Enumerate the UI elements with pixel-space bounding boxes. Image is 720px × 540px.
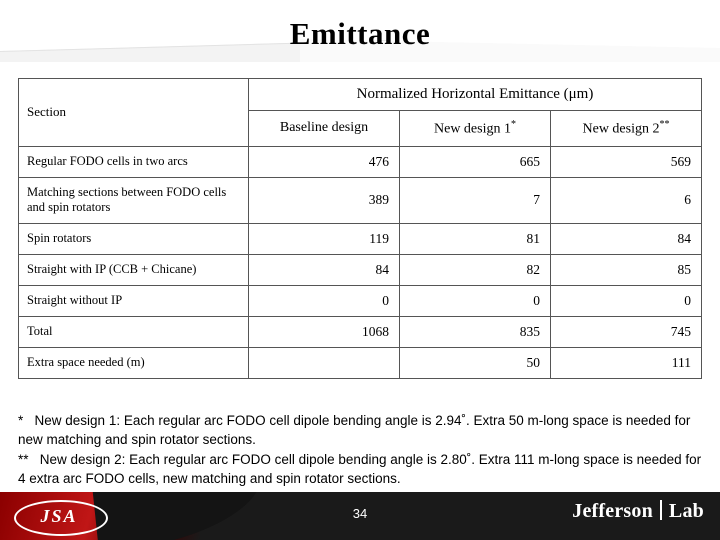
page-number: 34 [352,506,368,521]
table-row [19,316,702,347]
row-value-new1: 0 [400,285,551,316]
table-header-col-new1 [400,111,551,147]
col-new1-footnote-marker: * [511,119,516,130]
row-value-baseline: 476 [249,146,400,177]
row-value-baseline: 389 [249,177,400,223]
row-value-baseline: 0 [249,285,400,316]
row-label: Extra space needed (m) [19,347,249,378]
row-value-new2: 745 [551,316,702,347]
col-new1-label: New design 1 [434,121,511,137]
col-baseline-label: Baseline design [279,120,369,136]
row-label: Matching sections between FODO cells and spin rotators [19,177,249,223]
footnote-2-marker: ** [18,452,29,468]
emittance-table [18,78,702,379]
table-row [19,347,702,378]
table-header-col-new2 [551,111,702,147]
row-value-new2: 0 [551,285,702,316]
table-header-row-top [19,79,702,111]
row-label: Straight without IP [19,285,249,316]
jefferson-lab-logo [572,500,704,523]
row-label: Total [19,316,249,347]
jsa-logo: JSA [40,506,78,526]
row-value-new2: 6 [551,177,702,223]
footnote-1 [18,412,708,449]
slide-footer [0,492,720,540]
emittance-table-container [18,78,702,379]
row-value-baseline: 84 [249,254,400,285]
col-new2-label: New design 2 [582,121,660,137]
col-new2-footnote-marker: ** [659,119,670,130]
row-label: Regular FODO cells in two arcs [19,146,249,177]
row-value-new1: 835 [400,316,551,347]
footnote-2 [18,451,708,488]
table-row [19,254,702,285]
jlab-sub: Lab [668,500,704,522]
jlab-name: Jefferson [572,500,653,522]
footnotes [18,412,708,491]
table-header-col-baseline [249,111,400,147]
row-value-baseline [249,347,400,378]
row-label: Straight with IP (CCB + Chicane) [19,254,249,285]
table-row [19,146,702,177]
row-value-new1: 81 [400,223,551,254]
table-header-group: Normalized Horizontal Emittance (μm) [249,79,702,111]
footnote-2-text: New design 2: Each regular arc FODO cell dipole bending angle is 2.80˚. Extra 111 m-long space is needed for 4 extra arc FODO cells, new matching and spin rotator sections. [18,452,702,486]
row-label: Spin rotators [19,223,249,254]
table-row [19,177,702,223]
row-value-new1: 50 [400,347,551,378]
row-value-new2: 111 [551,347,702,378]
table-header-section: Section [19,79,249,147]
row-value-new2: 84 [551,223,702,254]
table-row [19,223,702,254]
jlab-divider [660,500,662,520]
page-title: Emittance [289,16,431,51]
row-value-new1: 82 [400,254,551,285]
footnote-1-text: New design 1: Each regular arc FODO cell dipole bending angle is 2.94˚. Extra 50 m-long space is needed for new matching and spin rotator sections. [18,413,691,447]
row-value-new2: 85 [551,254,702,285]
footnote-1-marker: * [18,413,24,428]
row-value-new1: 665 [400,146,551,177]
row-value-baseline: 1068 [249,316,400,347]
row-value-baseline: 119 [249,223,400,254]
row-value-new1: 7 [400,177,551,223]
row-value-new2: 569 [551,146,702,177]
table-row [19,285,702,316]
